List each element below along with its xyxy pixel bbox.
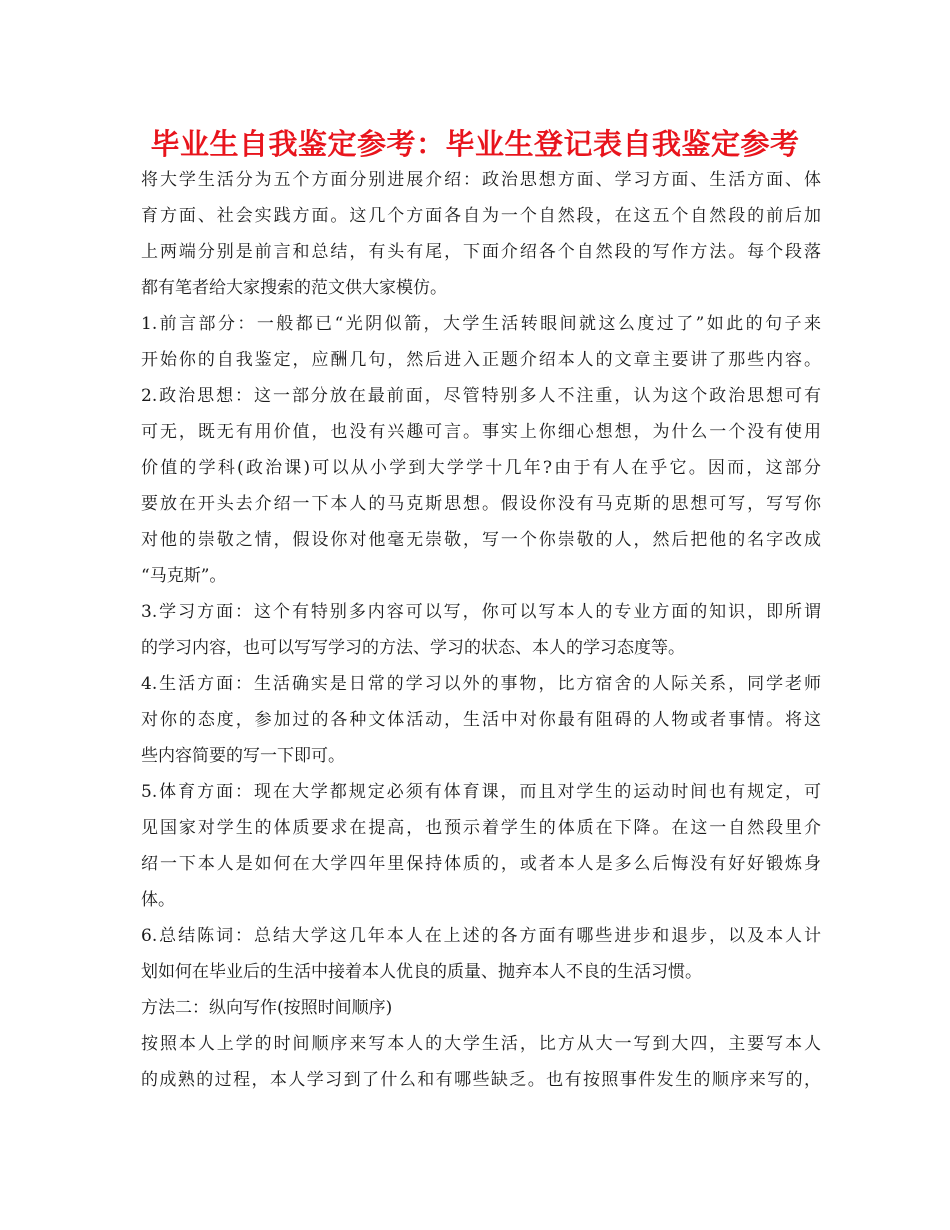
text-line: 开始你的自我鉴定，应酬几句，然后进入正题介绍本人的文章主要讲了那些内容。 xyxy=(141,350,821,370)
text-line: 将大学生活分为五个方面分别进展介绍：政治思想方面、学习方面、生活方面、体 xyxy=(141,170,821,190)
text-line: 可无，既无有用价值，也没有兴趣可言。事实上你细心想想，为什么一个没有使用 xyxy=(141,422,821,442)
text-line: 5.体育方面：现在大学都规定必须有体育课，而且对学生的运动时间也有规定，可 xyxy=(141,782,821,802)
text-line: 方法二：纵向写作(按照时间顺序) xyxy=(141,998,393,1018)
text-line: 6.总结陈词：总结大学这几年本人在上述的各方面有哪些进步和退步，以及本人计 xyxy=(141,926,821,946)
text-line: 要放在开头去介绍一下本人的马克斯思想。假设你没有马克斯的思想可写，写写你 xyxy=(141,494,821,514)
text-line: 3.学习方面：这个有特别多内容可以写，你可以写本人的专业方面的知识，即所谓 xyxy=(141,602,821,622)
document-body xyxy=(141,162,821,1098)
text-line: 按照本人上学的时间顺序来写本人的大学生活，比方从大一写到大四，主要写本人 xyxy=(141,1034,821,1054)
text-line: 些内容简要的写一下即可。 xyxy=(141,746,345,766)
text-line: 的学习内容，也可以写写学习的方法、学习的状态、本人的学习态度等。 xyxy=(141,638,685,658)
text-line: 绍一下本人是如何在大学四年里保持体质的，或者本人是多么后悔没有好好锻炼身 xyxy=(141,854,821,874)
text-line: 划如何在毕业后的生活中接着本人优良的质量、抛弃本人不良的生活习惯。 xyxy=(141,962,702,982)
text-line: 育方面、社会实践方面。这几个方面各自为一个自然段，在这五个自然段的前后加 xyxy=(141,206,821,226)
text-line: 对他的崇敬之情，假设你对他毫无崇敬，写一个你崇敬的人，然后把他的名字改成 xyxy=(141,530,821,550)
text-line: 体。 xyxy=(141,890,175,910)
text-line: 见国家对学生的体质要求在提高，也预示着学生的体质在下降。在这一自然段里介 xyxy=(141,818,821,838)
document-title: 毕业生自我鉴定参考：毕业生登记表自我鉴定参考 xyxy=(150,127,800,161)
text-line: 1.前言部分：一般都已“光阴似箭，大学生活转眼间就这么度过了”如此的句子来 xyxy=(141,314,821,334)
text-line: 对你的态度，参加过的各种文体活动，生活中对你最有阻碍的人物或者事情。将这 xyxy=(141,710,821,730)
text-line: 4.生活方面：生活确实是日常的学习以外的事物，比方宿舍的人际关系，同学老师 xyxy=(141,674,821,694)
text-line: 上两端分别是前言和总结，有头有尾，下面介绍各个自然段的写作方法。每个段落 xyxy=(141,242,821,262)
text-line: 都有笔者给大家搜索的范文供大家模仿。 xyxy=(141,278,447,298)
text-line: 价值的学科(政治课)可以从小学到大学学十几年?由于有人在乎它。因而，这部分 xyxy=(141,458,821,478)
text-line: 的成熟的过程，本人学习到了什么和有哪些缺乏。也有按照事件发生的顺序来写的， xyxy=(141,1070,821,1090)
text-line: “马克斯”。 xyxy=(141,566,227,586)
text-line: 2.政治思想：这一部分放在最前面，尽管特别多人不注重，认为这个政治思想可有 xyxy=(141,386,821,406)
